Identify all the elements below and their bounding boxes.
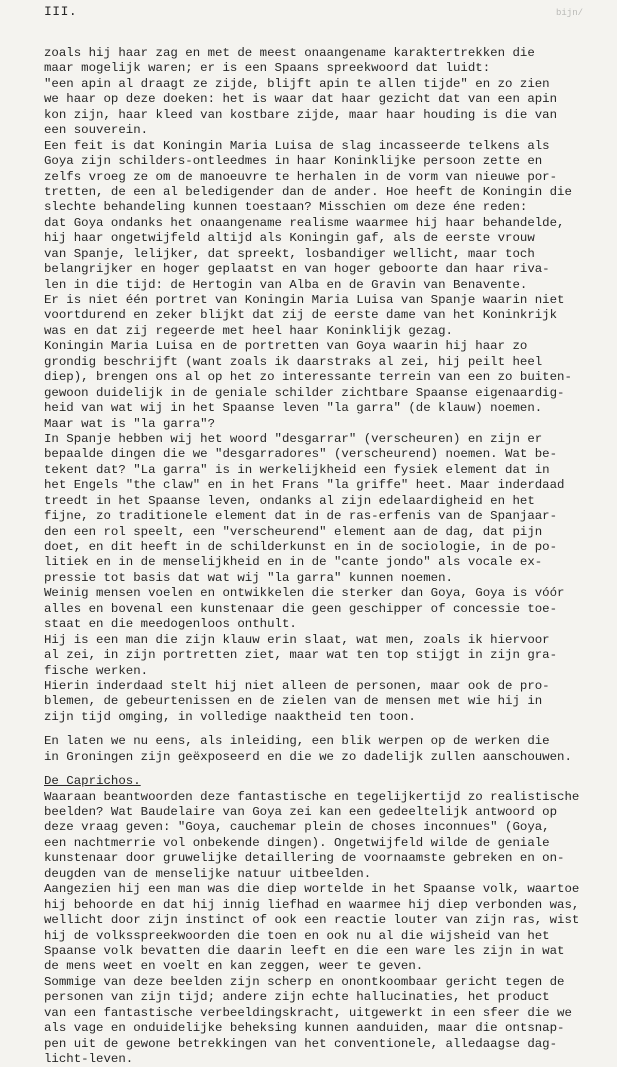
text-line: Aangezien hij een man was die diep wortelde in het Spaanse volk, waartoe [44, 882, 580, 897]
text-line: van een fantastische verbeeldingskracht, uitgewerkt in een sfeer die we [44, 1005, 572, 1020]
text-line: blemen, de gebeurtenissen en de zielen van de mensen met wie hij in [44, 694, 543, 709]
text-line: Sommige van deze beelden zijn scherp en onontkoombaar gericht tegen de [44, 974, 565, 989]
paragraph-gap [44, 725, 612, 734]
text-line: doet, en dit heeft in de schilderkunst en in de sociologie, in de po- [44, 540, 558, 554]
text-line: een souverein. [44, 123, 149, 138]
page-number: III. [44, 4, 78, 19]
text-line: In Spanje hebben wij het woord "desgarrar" (verscheuren) en zijn er [44, 431, 543, 446]
text-line: deze vraag geven: "Goya, cauchemar plein de choses inconnues" (Goya, [44, 820, 550, 835]
text-line: fijne, zo traditionele element dat in de ras-erfenis van de Spanjaar- [44, 509, 558, 524]
text-line: pressie tot basis dat wat wij "la garra" kunnen noemen. [44, 570, 453, 585]
text-line: hij de volksspreekwoorden die toen en ook nu al die wijsheid van het [44, 928, 550, 943]
text-line: treedt in het Spaanse leven, ondanks al zijn edelaardigheid en het [44, 493, 535, 508]
text-line: Koningin Maria Luisa en de portretten van Goya waarin hij haar zo [44, 339, 528, 354]
text-line: Maar wat is "la garra"? [44, 416, 216, 431]
text-line: En laten we nu eens, als inleiding, een blik werpen op de werken die [44, 734, 550, 749]
text-line: voortdurend en zeker blijkt dat zij de eerste dame van het Koninkrijk [44, 308, 558, 323]
text-line: kon zijn, haar kleed van kostbare zijde, maar haar houding is die van [44, 107, 558, 122]
text-line: zoals hij haar zag en met de meest onaangename karaktertrekken die [44, 46, 535, 60]
text-line: pen uit de gewone betrekkingen van het conventionele, alledaagse dag- [44, 1036, 558, 1051]
text-line: al zei, in zijn portretten ziet, maar wat ten top stijgt in zijn gra- [44, 648, 558, 663]
text-line: fische werken. [44, 663, 149, 678]
body-text [44, 46, 612, 1067]
text-line: hij haar ongetwijfeld altijd als Koningin gaf, als de eerste vrouw [44, 231, 535, 246]
text-line: len in die tijd: de Hertogin van Alba en de Gravin van Benavente. [44, 277, 528, 292]
text-line: beelden? Wat Baudelaire van Goya zei kan een gedeeltelijk antwoord op [44, 805, 558, 819]
text-line: een nachtmerrie vol onbekende dingen). Ongetwijfeld wilde de geniale [44, 835, 550, 850]
text-line: zijn tijd omging, in volledige naaktheid ten toon. [44, 709, 416, 724]
text-line: Hierin inderdaad stelt hij niet alleen de personen, maar ook de pro- [44, 678, 550, 693]
text-line: heid van wat wij in het Spaanse leven "la garra" (de klauw) noemen. [44, 401, 543, 416]
text-line: Er is niet één portret van Koningin Maria Luisa van Spanje waarin niet [44, 293, 565, 307]
text-line: van Spanje, lelijker, dat spreekt, losbandiger wellicht, maar toch [44, 246, 535, 261]
text-line: Weinig mensen voelen en ontwikkelen die sterker dan Goya, Goya is vóór [44, 586, 565, 601]
text-line: staat en die meedogenloos onthult. [44, 617, 297, 632]
text-line: deugden van de menselijke natuur uitbeelden. [44, 866, 372, 881]
text-line: litiek en in de menselijkheid en in de "cante jondo" als vocale ex- [44, 555, 543, 570]
text-line: maar mogelijk waren; er is een Spaans spreekwoord dat luidt: [44, 61, 491, 76]
text-line: grondig beschrijft (want zoals ik daarstraks al zei, hij peilt heel [44, 354, 543, 369]
text-line: wellicht door zijn instinct of ook een reactie louter van zijn ras, wist [44, 913, 580, 928]
text-line: zelfs vroeg ze om de manoeuvre te herhalen in de vorm van nieuwe por- [44, 169, 558, 184]
text-line: personen van zijn tijd; andere zijn echte hallucinaties, het product [44, 990, 550, 1005]
text-line: Een feit is dat Koningin Maria Luisa de slag incasseerde telkens als [44, 138, 550, 153]
text-line: kunstenaar door gruwelijke detaillering de voornaamste gebreken en on- [44, 851, 565, 866]
text-line: alles en bovenal een kunstenaar die geen geschipper of concessie toe- [44, 601, 558, 616]
text-line: tekent dat? "La garra" is in werkelijkheid een fysiek element dat in [44, 462, 550, 477]
text-line: in Groningen zijn geëxposeerd en die we zo dadelijk zullen aanschouwen. [44, 749, 572, 764]
text-line: Goya zijn schilders-ontleedmes in haar Koninklijke persoon zette en [44, 154, 543, 169]
text-line: belangrijker en hoger geplaatst en van hoger geboorte dan haar riva- [44, 262, 550, 277]
text-line: "een apin al draagt ze zijde, blijft apin te allen tijde" en zo zien [44, 76, 550, 91]
text-line: tretten, de een al beledigender dan de ander. Hoe heeft de Koningin die [44, 184, 572, 199]
text-line: we haar op deze doeken: het is waar dat haar gezicht dat van een apin [44, 92, 558, 107]
corner-mark: bijn/ [556, 8, 584, 18]
text-line: gewoon duidelijk in de geniale schilder zichtbare Spaanse eigenaardig- [44, 385, 565, 400]
section-heading: De Caprichos. [44, 774, 141, 789]
text-line: hij behoorde en dat hij innig liefhad en waarmee hij diep verbonden was, [44, 897, 580, 912]
text-line: licht-leven. [44, 1052, 134, 1066]
text-line: den een rol speelt, een "verscheurend" element aan de dag, dat pijn [44, 524, 543, 539]
text-line: het Engels "the claw" en in het Frans "la griffe" heet. Maar inderdaad [44, 478, 565, 493]
text-line: dat Goya ondanks het onaangename realisme waarmee hij haar behandelde, [44, 215, 565, 230]
text-line: Hij is een man die zijn klauw erin slaat, wat men, zoals ik hiervoor [44, 632, 550, 647]
text-line: als vage en onduidelijke beheksing kunnen aanduiden, maar die ontsnap- [44, 1021, 565, 1036]
text-line: diep), brengen ons al op het zo interessante terrein van een zo buiten- [44, 370, 572, 385]
text-line: was en dat zij regeerde met heel haar Koninklijk gezag. [44, 323, 453, 338]
text-line: Spaanse volk bevatten die daarin leeft en die een ware les zijn in wat [44, 943, 565, 958]
text-line: slechte behandeling kunnen toestaan? Misschien om deze éne reden: [44, 200, 528, 215]
text-line: bepaalde dingen die we "desgarradores" (verscheurend) noemen. Wat be- [44, 447, 558, 462]
text-line: Waaraan beantwoorden deze fantastische en tegelijkertijd zo realistische [44, 789, 580, 804]
text-line: de mens weet en voelt en kan zeggen, weer te geven. [44, 959, 424, 974]
paragraph-gap [44, 765, 612, 774]
